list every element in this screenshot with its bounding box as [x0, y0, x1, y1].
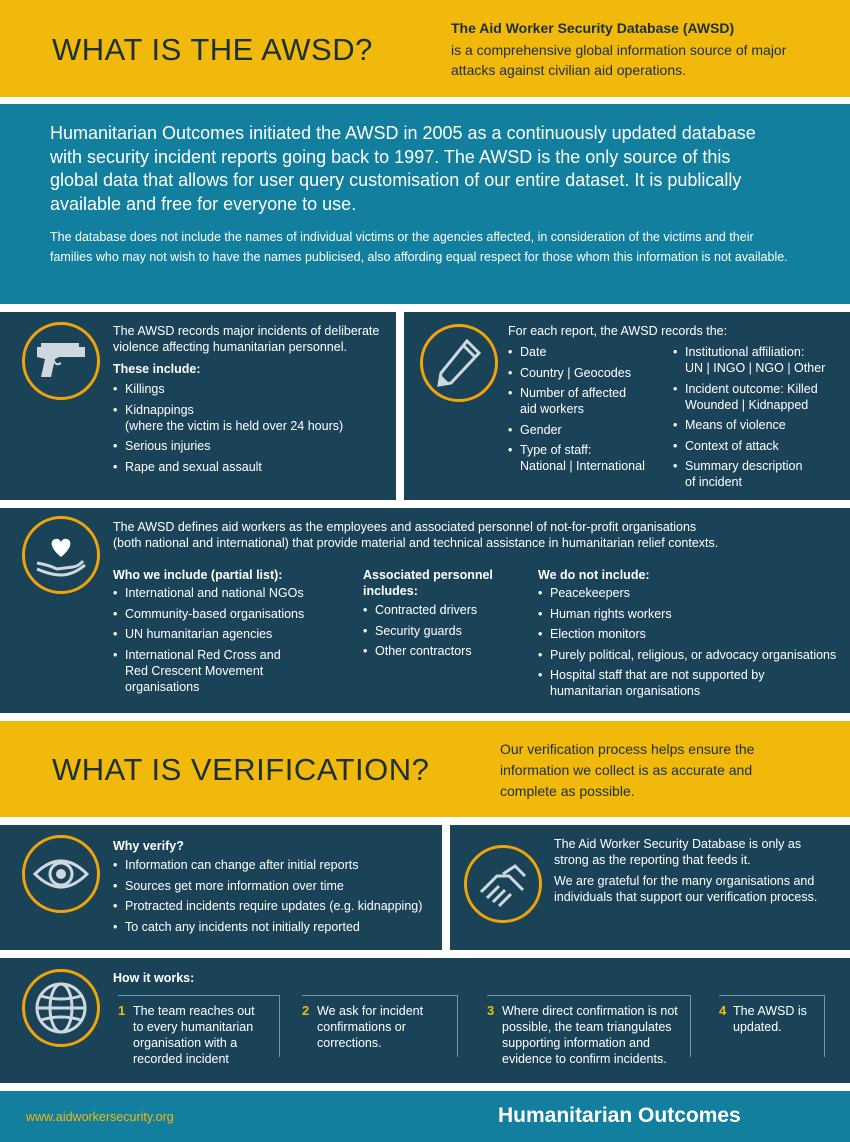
list-item: • Context of attack — [673, 438, 848, 454]
list-item: • Human rights workers — [538, 606, 843, 622]
step-number: 3 — [487, 1003, 495, 1018]
report-right-list — [673, 344, 848, 495]
pencil-icon — [420, 324, 498, 402]
step-1 — [118, 995, 280, 1066]
list-item: • Community-based organisations — [113, 606, 343, 622]
aid-workers-panel — [0, 508, 850, 713]
page-title: WHAT IS THE AWSD? — [52, 32, 373, 67]
verification-header — [0, 721, 850, 817]
footer — [0, 1091, 850, 1142]
brand-word-1: Humanitarian — [498, 1104, 633, 1127]
awsd-header — [0, 0, 850, 97]
list-item: • Protracted incidents require updates (e.g. kidnapping) — [113, 898, 433, 914]
list-item: • Summary description of incident — [673, 458, 848, 490]
list-item: • Gender — [508, 422, 668, 438]
report-fields-panel — [404, 312, 850, 500]
list-item: • Purely political, religious, or advocacy organisations — [538, 647, 843, 663]
why-verify-heading: Why verify? — [113, 839, 184, 853]
report-intro: For each report, the AWSD records the: — [508, 324, 728, 338]
awsd-subtitle-text: is a comprehensive global information source of major attacks against civilian aid operations. — [451, 42, 787, 78]
step-number: 2 — [302, 1003, 310, 1018]
list-item: • Number of affected aid workers — [508, 385, 668, 417]
footer-brand — [498, 1104, 741, 1128]
list-item: • To catch any incidents not initially reported — [113, 919, 433, 935]
how-it-works-heading: How it works: — [113, 971, 195, 985]
globe-icon — [22, 969, 100, 1047]
intro-lead: Humanitarian Outcomes initiated the AWSD in 2005 as a continuously updated database with security incident reports going back to 1997. The AWSD is the only source of this global data that allows for user query customisation of our entire dataset. It is publically available and free for everyone to use. — [50, 123, 756, 214]
list-item: • UN humanitarian agencies — [113, 626, 343, 642]
handshake-icon — [464, 845, 542, 923]
kidnapping-note: (where the victim is held over 24 hours) — [125, 418, 344, 433]
step-text: Where direct confirmation is not possible, the team triangulates supporting information and evidence to confirm incidents. — [502, 1004, 678, 1066]
list-item: • Country | Geocodes — [508, 365, 668, 381]
list-item: • Means of violence — [673, 417, 848, 433]
list-item: • Institutional affiliation: UN | INGO | NGO | Other — [673, 344, 848, 376]
list-item: • Information can change after initial reports — [113, 857, 433, 873]
why-verify-list — [113, 857, 433, 939]
exclude-list — [538, 585, 843, 704]
list-item: • Other contractors — [363, 643, 523, 659]
step-text: The AWSD is updated. — [733, 1004, 807, 1034]
step-text: The team reaches out to every humanitarian organisation with a recorded incident — [133, 1004, 255, 1066]
list-item: • Sources get more information over time — [113, 878, 433, 894]
list-item: • Security guards — [363, 623, 523, 639]
associated-list — [363, 602, 523, 664]
heart-hand-icon — [22, 516, 100, 594]
report-left-list — [508, 344, 668, 479]
why-verify-panel — [0, 825, 442, 950]
list-item: • Kidnappings (where the victim is held over 24 hours) — [113, 402, 393, 434]
incidents-intro: The AWSD records major incidents of deliberate violence affecting humanitarian personnel. — [113, 324, 380, 354]
intro-section — [0, 104, 850, 304]
gun-icon — [22, 322, 100, 400]
list-item: • Peacekeepers — [538, 585, 843, 601]
support-p2: We are grateful for the many organisations and individuals that support our verification process. — [554, 874, 818, 904]
step-text: We ask for incident confirmations or corrections. — [317, 1004, 424, 1050]
footer-url-link[interactable]: www.aidworkersecurity.org — [26, 1110, 174, 1124]
verification-title: WHAT IS VERIFICATION? — [52, 752, 430, 787]
list-item: • Type of staff: National | International — [508, 442, 668, 474]
exclude-heading: We do not include: — [538, 568, 650, 582]
step-3 — [487, 995, 691, 1066]
include-heading: Who we include (partial list): — [113, 568, 283, 582]
associated-heading: Associated personnel includes: — [363, 568, 493, 598]
intro-note: The database does not include the names of individual victims or the agencies affected, in consideration of the victims and their families who may not wish to have the names publicised, also affording equal respect for those whom this information is not available. — [50, 230, 788, 264]
incidents-panel — [0, 312, 396, 500]
list-item: • Rape and sexual assault — [113, 459, 393, 475]
list-item: • Date — [508, 344, 668, 360]
awsd-subtitle-bold: The Aid Worker Security Database (AWSD) — [451, 20, 735, 36]
list-item: • Incident outcome: Killed Wounded | Kidnapped — [673, 381, 848, 413]
list-item: • Killings — [113, 381, 393, 397]
list-item: • Hospital staff that are not supported by humanitarian organisations — [538, 667, 843, 699]
include-list — [113, 585, 343, 699]
list-item: • Contracted drivers — [363, 602, 523, 618]
verification-text: Our verification process helps ensure the information we collect is as accurate and complete as possible. — [500, 741, 755, 799]
list-item: • International and national NGOs — [113, 585, 343, 601]
incidents-heading: These include: — [113, 362, 201, 376]
list-item: • International Red Cross and Red Crescent Movement organisations — [113, 647, 343, 695]
support-p1: The Aid Worker Security Database is only as strong as the reporting that feeds it. — [554, 837, 802, 867]
step-4 — [719, 995, 825, 1057]
step-number: 4 — [719, 1003, 727, 1018]
aid-workers-intro: The AWSD defines aid workers as the employees and associated personnel of not-for-profit organisations (both national and international) that provide material and technical assistance in humanitarian relief contexts. — [113, 520, 719, 550]
incidents-list — [113, 381, 393, 479]
support-panel — [450, 825, 850, 950]
brand-word-2: Outcomes — [638, 1104, 741, 1127]
eye-icon — [22, 835, 100, 913]
step-2 — [302, 995, 458, 1057]
list-item: • Election monitors — [538, 626, 843, 642]
step-number: 1 — [118, 1003, 126, 1018]
list-item: • Serious injuries — [113, 438, 393, 454]
